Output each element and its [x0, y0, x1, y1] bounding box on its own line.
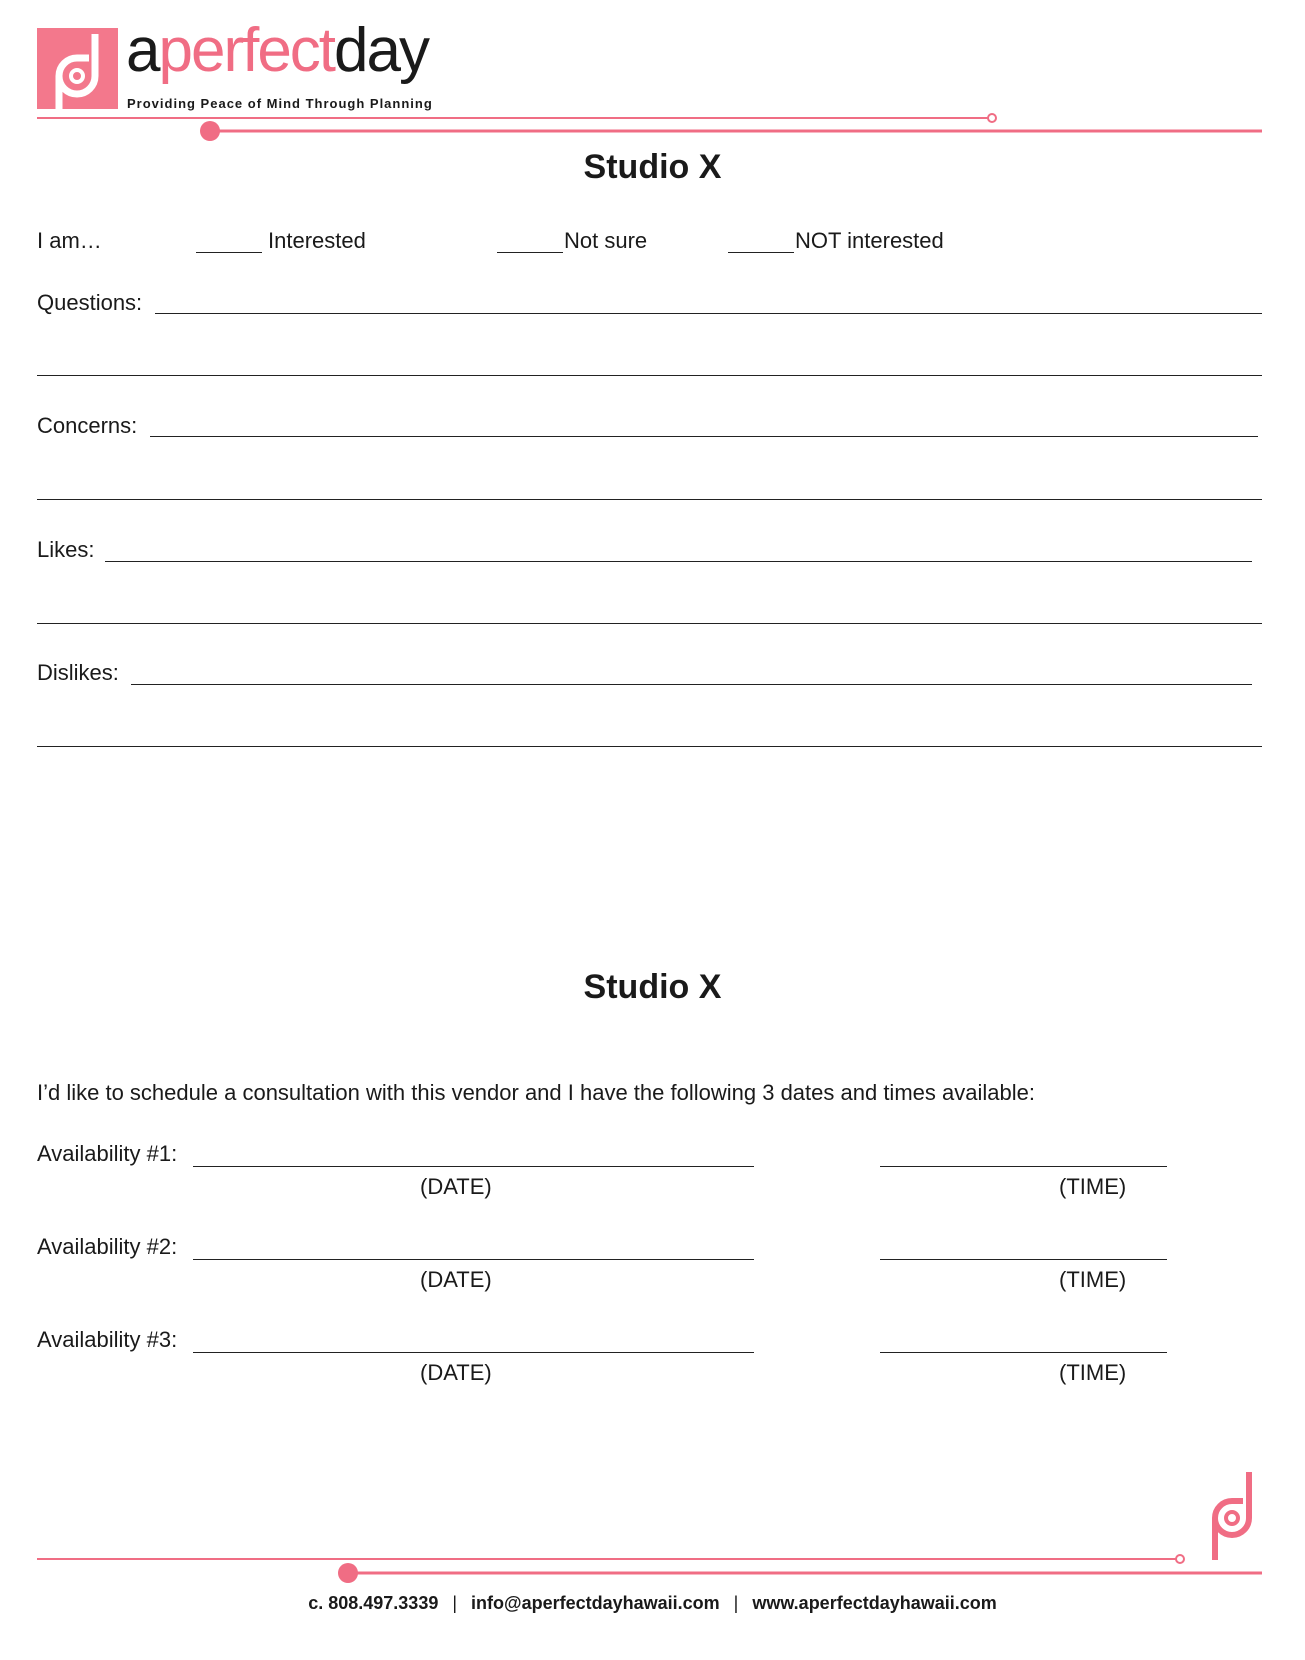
availability-1-date-caption: (DATE)	[420, 1174, 492, 1199]
availability-3-date-caption: (DATE)	[420, 1360, 492, 1385]
availability-3-label: Availability #3:	[37, 1327, 178, 1352]
interested-blank[interactable]	[196, 252, 262, 253]
logo-wordmark: aperfectday	[126, 16, 428, 85]
availability-3-date-line[interactable]	[193, 1352, 754, 1353]
availability-2-time-line[interactable]	[880, 1259, 1167, 1260]
concerns-label: Concerns:	[37, 413, 138, 438]
footer-separator-2: |	[733, 1593, 739, 1613]
section1-title: Studio X	[583, 148, 722, 186]
dislikes-line-1[interactable]	[131, 684, 1252, 685]
questions-line-1[interactable]	[155, 313, 1262, 314]
not-sure-blank[interactable]	[497, 252, 563, 253]
option-not-interested: NOT interested	[795, 228, 944, 253]
option-interested: Interested	[268, 228, 366, 253]
logo-mark-icon	[37, 28, 118, 109]
iam-label: I am…	[37, 228, 102, 253]
not-interested-blank[interactable]	[728, 252, 794, 253]
concerns-line-2[interactable]	[37, 499, 1262, 500]
concerns-line-1[interactable]	[150, 436, 1258, 437]
logo-tagline: Providing Peace of Mind Through Planning	[127, 96, 433, 111]
availability-3-time-caption: (TIME)	[1059, 1360, 1127, 1385]
availability-1-label: Availability #1:	[37, 1141, 178, 1166]
questions-line-2[interactable]	[37, 375, 1262, 376]
option-not-sure: Not sure	[564, 228, 648, 253]
footer-website[interactable]: www.aperfectdayhawaii.com	[752, 1593, 997, 1613]
likes-label: Likes:	[37, 537, 95, 562]
schedule-intro: I’d like to schedule a consultation with this vendor and I have the following 3 dates and times available:	[37, 1080, 1035, 1105]
footer-phone: c. 808.497.3339	[308, 1593, 439, 1613]
likes-line-1[interactable]	[105, 561, 1252, 562]
section2-title: Studio X	[583, 968, 722, 1006]
availability-3-time-line[interactable]	[880, 1352, 1167, 1353]
availability-1-time-line[interactable]	[880, 1166, 1167, 1167]
likes-line-2[interactable]	[37, 623, 1262, 624]
footer-separator-1: |	[452, 1593, 458, 1613]
footer-logo-icon	[1205, 1470, 1255, 1562]
availability-2-date-line[interactable]	[193, 1259, 754, 1260]
availability-1-date-line[interactable]	[193, 1166, 754, 1167]
availability-2-label: Availability #2:	[37, 1234, 178, 1259]
availability-2-time-caption: (TIME)	[1059, 1267, 1127, 1292]
availability-1-time-caption: (TIME)	[1059, 1174, 1127, 1199]
footer-contact	[0, 1593, 1305, 1614]
footer-email[interactable]: info@aperfectdayhawaii.com	[471, 1593, 720, 1613]
dislikes-label: Dislikes:	[37, 660, 119, 685]
dislikes-line-2[interactable]	[37, 746, 1262, 747]
availability-2-date-caption: (DATE)	[420, 1267, 492, 1292]
questions-label: Questions:	[37, 290, 143, 315]
